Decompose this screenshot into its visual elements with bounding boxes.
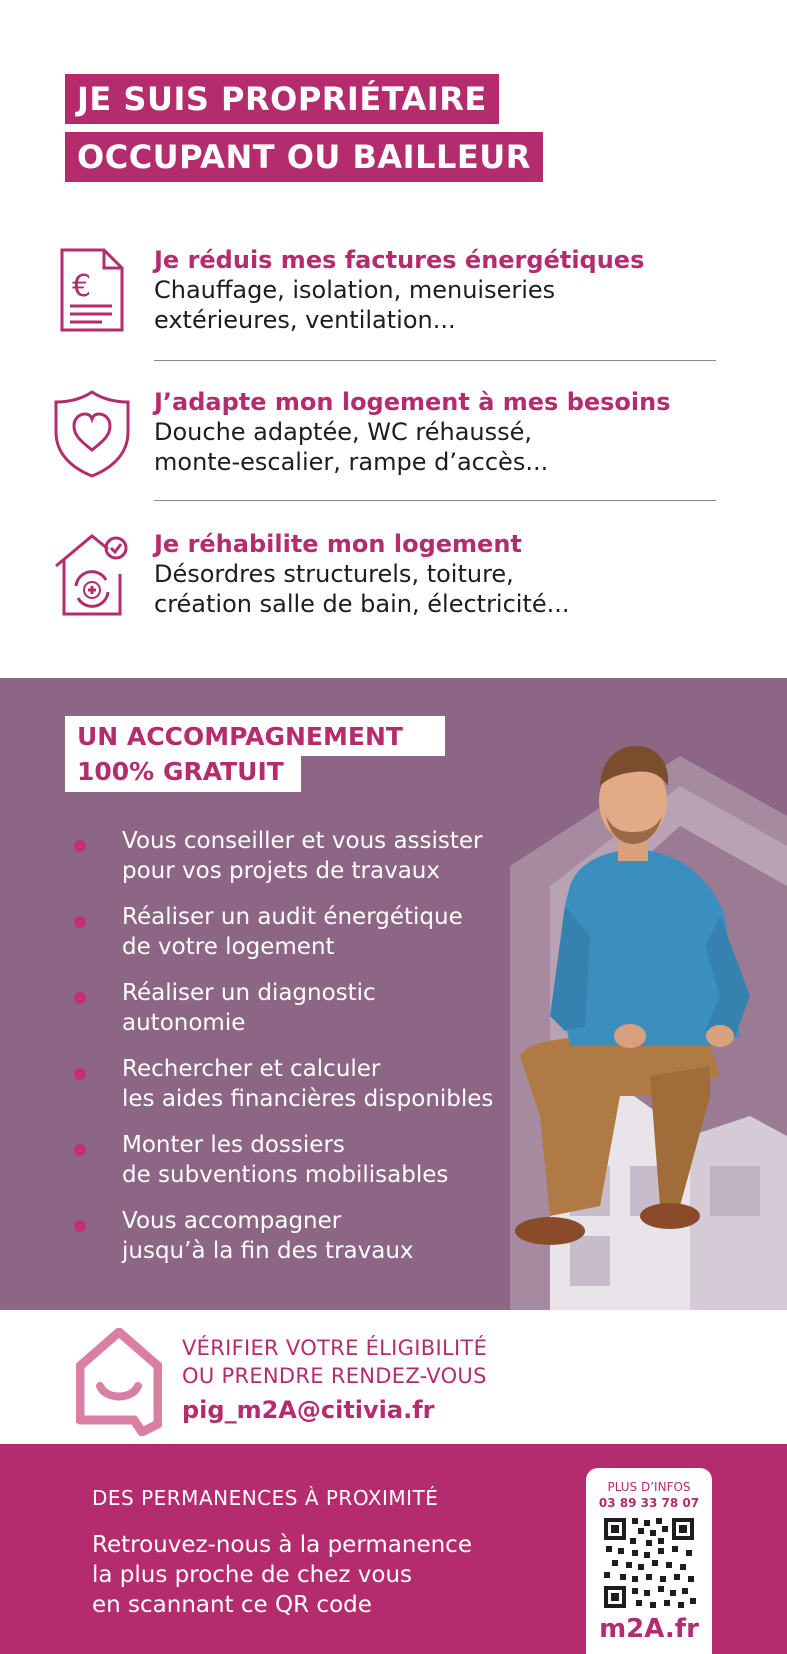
house-smile-logo-icon — [76, 1328, 162, 1436]
feature-rehabilitate-home — [0, 530, 787, 650]
feature-text-line-2: extérieures, ventilation... — [154, 306, 456, 334]
accompaniment-badge-line-1: UN ACCOMPAGNEMENT — [65, 716, 445, 756]
bullet-dot — [74, 840, 86, 852]
qr-card-phone[interactable]: 03 89 33 78 07 — [598, 1496, 700, 1510]
svg-text:€: € — [72, 269, 92, 304]
feature-energy-bills — [0, 246, 787, 366]
footer-text-line-1: Retrouvez-nous à la permanence — [92, 1532, 472, 1558]
footer-text-line-3: en scannant ce QR code — [92, 1592, 372, 1618]
separator — [154, 360, 716, 361]
page-title-line-1: JE SUIS PROPRIÉTAIRE — [65, 74, 499, 124]
top-section — [0, 0, 787, 678]
list-item-line-2: les aides financières disponibles — [122, 1086, 494, 1112]
feature-title: J’adapte mon logement à mes besoins — [154, 388, 671, 416]
contact-section — [0, 1310, 787, 1444]
bullet-dot — [74, 1068, 86, 1080]
bullet-dot — [74, 1144, 86, 1156]
feature-text-line-1: Chauffage, isolation, menuiseries — [154, 276, 556, 304]
contact-email-link[interactable]: pig_m2A@citivia.fr — [182, 1396, 435, 1424]
list-item-line-2: jusqu’à la fin des travaux — [122, 1238, 414, 1264]
list-item-line-1: Vous conseiller et vous assister — [122, 828, 483, 854]
separator — [154, 500, 716, 501]
accompaniment-badge-line-2: 100% GRATUIT — [65, 756, 301, 792]
shield-heart-icon — [52, 388, 132, 478]
feature-text-line-1: Douche adaptée, WC réhaussé, — [154, 418, 533, 446]
list-item-line-1: Réaliser un diagnostic — [122, 980, 376, 1006]
house-renovation-icon — [52, 530, 132, 620]
list-item-line-2: pour vos projets de travaux — [122, 858, 440, 884]
feature-text-line-1: Désordres structurels, toiture, — [154, 560, 514, 588]
feature-title: Je réduis mes factures énergétiques — [154, 246, 645, 274]
footer-section — [0, 1444, 787, 1654]
feature-title: Je réhabilite mon logement — [154, 530, 522, 558]
footer-text-line-2: la plus proche de chez vous — [92, 1562, 413, 1588]
list-item-line-2: de subventions mobilisables — [122, 1162, 449, 1188]
feature-text-line-2: monte-escalier, rampe d’accès... — [154, 448, 549, 476]
qr-code-icon[interactable] — [602, 1516, 696, 1610]
eligibility-text: VÉRIFIER VOTRE ÉLIGIBILITÉ — [182, 1336, 488, 1360]
qr-card-site-link[interactable]: m2A.fr — [599, 1614, 699, 1644]
bullet-dot — [74, 992, 86, 1004]
bullet-dot — [74, 1220, 86, 1232]
person-on-house-illustration — [510, 736, 787, 1310]
qr-card-header: PLUS D’INFOS — [607, 1480, 691, 1494]
list-item-line-2: de votre logement — [122, 934, 335, 960]
feature-adapt-home — [0, 388, 787, 508]
bullet-dot — [74, 916, 86, 928]
invoice-euro-icon — [52, 246, 132, 336]
list-item-line-2: autonomie — [122, 1010, 246, 1036]
feature-text-line-2: création salle de bain, électricité... — [154, 590, 570, 618]
permanences-heading: DES PERMANENCES À PROXIMITÉ — [92, 1486, 439, 1510]
list-item-line-1: Vous accompagner — [122, 1208, 342, 1234]
list-item-line-1: Rechercher et calculer — [122, 1056, 381, 1082]
accompaniment-section — [0, 678, 787, 1310]
qr-card — [586, 1468, 712, 1654]
appointment-text: OU PRENDRE RENDEZ-VOUS — [182, 1364, 487, 1388]
list-item-line-1: Réaliser un audit énergétique — [122, 904, 463, 930]
list-item-line-1: Monter les dossiers — [122, 1132, 345, 1158]
page-title-line-2: OCCUPANT OU BAILLEUR — [65, 132, 543, 182]
